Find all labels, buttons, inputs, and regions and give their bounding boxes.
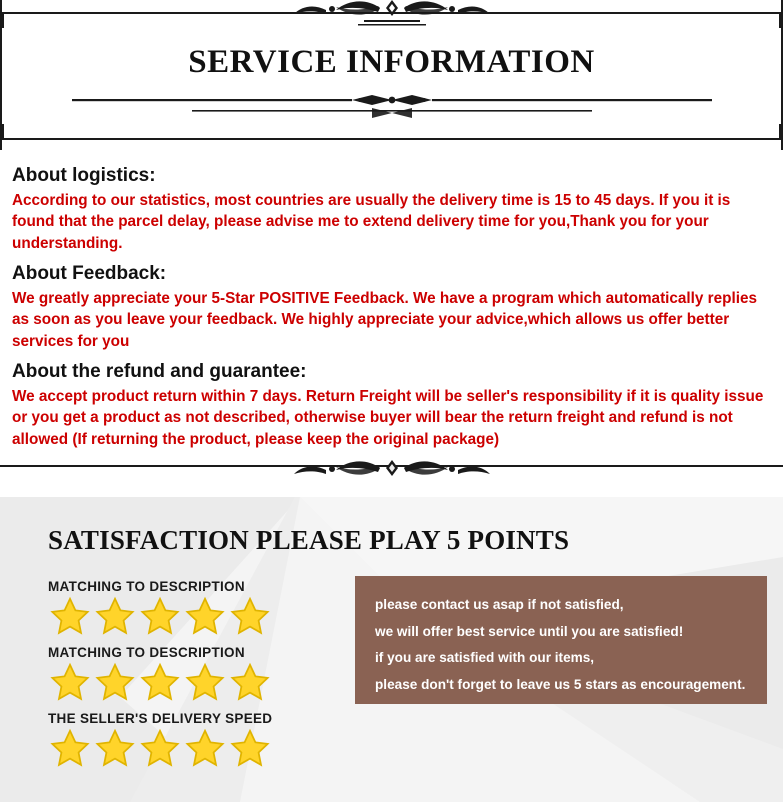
section-body-feedback: We greatly appreciate your 5-Star POSITIVE Feedback. We have a program which automatically replies as soon as you leave your feedback. We highly appreciate your advice,which allows us offer better services for you [12,289,757,351]
section-body-logistics: According to our statistics, most countries are usually the delivery time is 15 to 45 days. If you it is found that the parcel delay, please advise me to extend delivery time for you,Thank you for your understanding. [12,191,731,253]
note-line-1: please contact us asap if not satisfied, [375,597,624,612]
section-divider [0,457,783,497]
service-information-banner [0,0,783,150]
section-heading-feedback: About Feedback: [12,262,167,284]
rating-stars-3 [48,728,273,770]
rating-label-1: MATCHING TO DESCRIPTION [48,578,245,594]
banner-rule-ornament-icon [2,94,781,125]
rating-row-3 [48,711,273,770]
top-flourish-ornament-icon [2,0,781,36]
panel-title: SATISFACTION PLEASE PLAY 5 POINTS [48,524,570,555]
section-body-refund: We accept product return within 7 days. Return Freight will be seller's responsibility if it is quality issue or you get a product as not described, otherwise buyer will bear the return freight and refund is not allowed (If returning the product, please keep the original package) [12,387,764,448]
rating-row-1 [48,579,273,638]
note-line-3: if you are satisfied with our items, [375,650,595,665]
note-line-2: we will offer best service until you are satisfied! [375,623,684,639]
rating-label-3: THE SELLER'S DELIVERY SPEED [48,710,273,726]
rating-row-2 [48,645,273,704]
rating-stars-2 [48,662,273,704]
banner-corner-bottom-left [2,124,18,140]
note-line-4: please don't forget to leave us 5 stars as encouragement. [375,676,746,692]
banner-corner-bottom-right [765,124,781,140]
divider-ornament-icon [0,459,783,491]
rating-stars-1 [48,596,273,638]
section-heading-logistics: About logistics: [12,165,156,186]
contact-note-box [355,576,767,704]
section-heading-refund: About the refund and guarantee: [12,360,307,382]
rating-label-2: MATCHING TO DESCRIPTION [48,644,245,660]
service-information-content [0,150,783,451]
page-title: SERVICE INFORMATION [188,44,595,80]
